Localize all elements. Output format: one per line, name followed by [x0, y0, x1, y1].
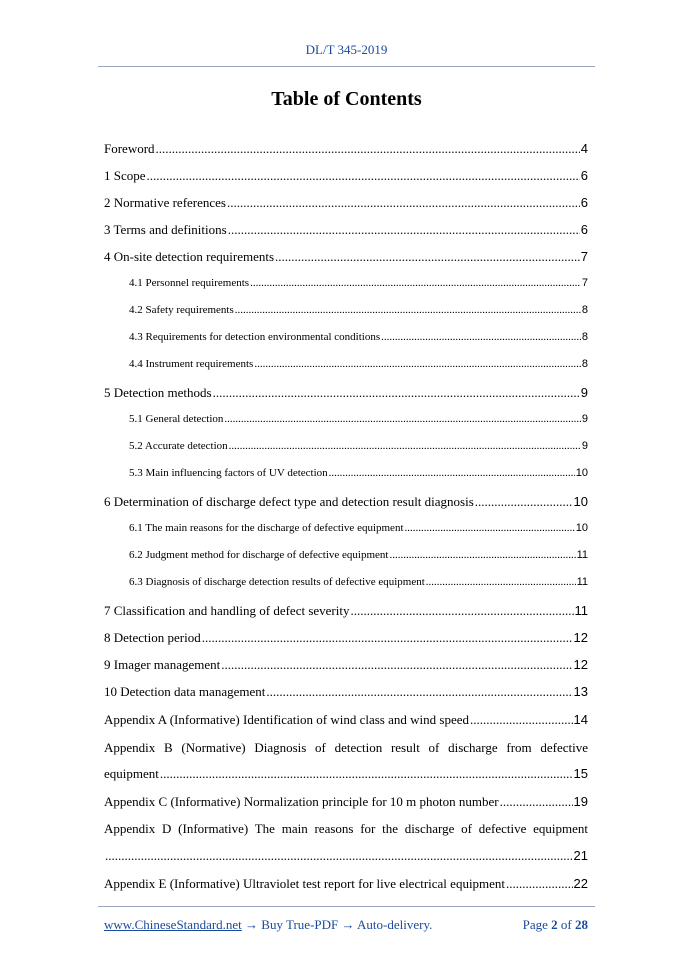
- toc-entry-classification[interactable]: 7 Classification and handling of defect severity ..... 11: [104, 603, 588, 623]
- arrow-right-icon: →: [341, 917, 355, 932]
- toc-entry-appendix-c[interactable]: Appendix C (Informative) Normalization principle for 10 m photon number ..... 19: [104, 794, 588, 814]
- toc-entry-5-1[interactable]: 5.1 General detection ..... 9: [129, 413, 588, 433]
- toc-entry-appendix-b-line1[interactable]: Appendix B (Normative) Diagnosis of detection result of discharge from defective: [104, 740, 588, 755]
- toc-entry-foreword[interactable]: Foreword ..... 4: [104, 141, 588, 161]
- page-indicator: [523, 917, 588, 933]
- total-pages-number: 28: [575, 917, 588, 932]
- toc-entry-onsite-detection[interactable]: 4 On-site detection requirements ..... 7: [104, 249, 588, 269]
- toc-entry-normative-references[interactable]: 2 Normative references ..... 6: [104, 195, 588, 215]
- toc-entry-appendix-d[interactable]: ..... 21: [104, 848, 588, 868]
- buy-pdf-link[interactable]: Buy True-PDF: [261, 917, 339, 932]
- toc-entry-detection-methods[interactable]: 5 Detection methods ..... 9: [104, 385, 588, 405]
- toc-entry-appendix-b[interactable]: equipment ..... 15: [104, 766, 588, 786]
- toc-entry-imager-management[interactable]: 9 Imager management ..... 12: [104, 657, 588, 677]
- arrow-right-icon: →: [245, 917, 259, 932]
- toc-heading: Table of Contents: [271, 88, 422, 110]
- of-label: of: [560, 917, 572, 932]
- toc-entry-appendix-e[interactable]: Appendix E (Informative) Ultraviolet test report for live electrical equipment ..... 22: [104, 876, 588, 896]
- toc-entry-6-1[interactable]: 6.1 The main reasons for the discharge of defective equipment ..... 10: [129, 522, 588, 542]
- toc-entry-data-management[interactable]: 10 Detection data management ..... 13: [104, 684, 588, 704]
- toc-entry-terms-definitions[interactable]: 3 Terms and definitions ..... 6: [104, 222, 588, 242]
- toc-entry-detection-period[interactable]: 8 Detection period ..... 12: [104, 630, 588, 650]
- toc-entry-4-4[interactable]: 4.4 Instrument requirements ..... 8: [129, 358, 588, 378]
- toc-entry-5-2[interactable]: 5.2 Accurate detection ..... 9: [129, 440, 588, 460]
- toc-entry-scope[interactable]: 1 Scope ..... 6: [104, 168, 588, 188]
- toc-entry-determination[interactable]: 6 Determination of discharge defect type and detection result diagnosis ..... 10: [104, 494, 588, 514]
- site-link[interactable]: www.ChineseStandard.net: [104, 917, 242, 932]
- page-label: Page: [522, 917, 548, 932]
- auto-delivery-text: Auto-delivery.: [357, 917, 433, 932]
- toc-entry-appendix-a[interactable]: Appendix A (Informative) Identification of wind class and wind speed ..... 14: [104, 712, 588, 732]
- header-standard-code: DL/T 345-2019: [305, 42, 388, 57]
- footer-divider: [98, 906, 595, 907]
- toc-entry-appendix-d-line1[interactable]: Appendix D (Informative) The main reasons for the discharge of defective equipment: [104, 821, 588, 836]
- current-page-number: 2: [551, 917, 558, 932]
- toc-entry-4-1[interactable]: 4.1 Personnel requirements ..... 7: [129, 277, 588, 297]
- toc-entry-6-3[interactable]: 6.3 Diagnosis of discharge detection results of defective equipment ..... 11: [129, 576, 588, 596]
- toc-entry-5-3[interactable]: 5.3 Main influencing factors of UV detection ..... 10: [129, 467, 588, 487]
- toc-entry-4-2[interactable]: 4.2 Safety requirements ..... 8: [129, 304, 588, 324]
- toc-entry-6-2[interactable]: 6.2 Judgment method for discharge of defective equipment ..... 11: [129, 549, 588, 569]
- toc-entry-4-3[interactable]: 4.3 Requirements for detection environmental conditions ..... 8: [129, 331, 588, 351]
- footer-links: [104, 917, 432, 933]
